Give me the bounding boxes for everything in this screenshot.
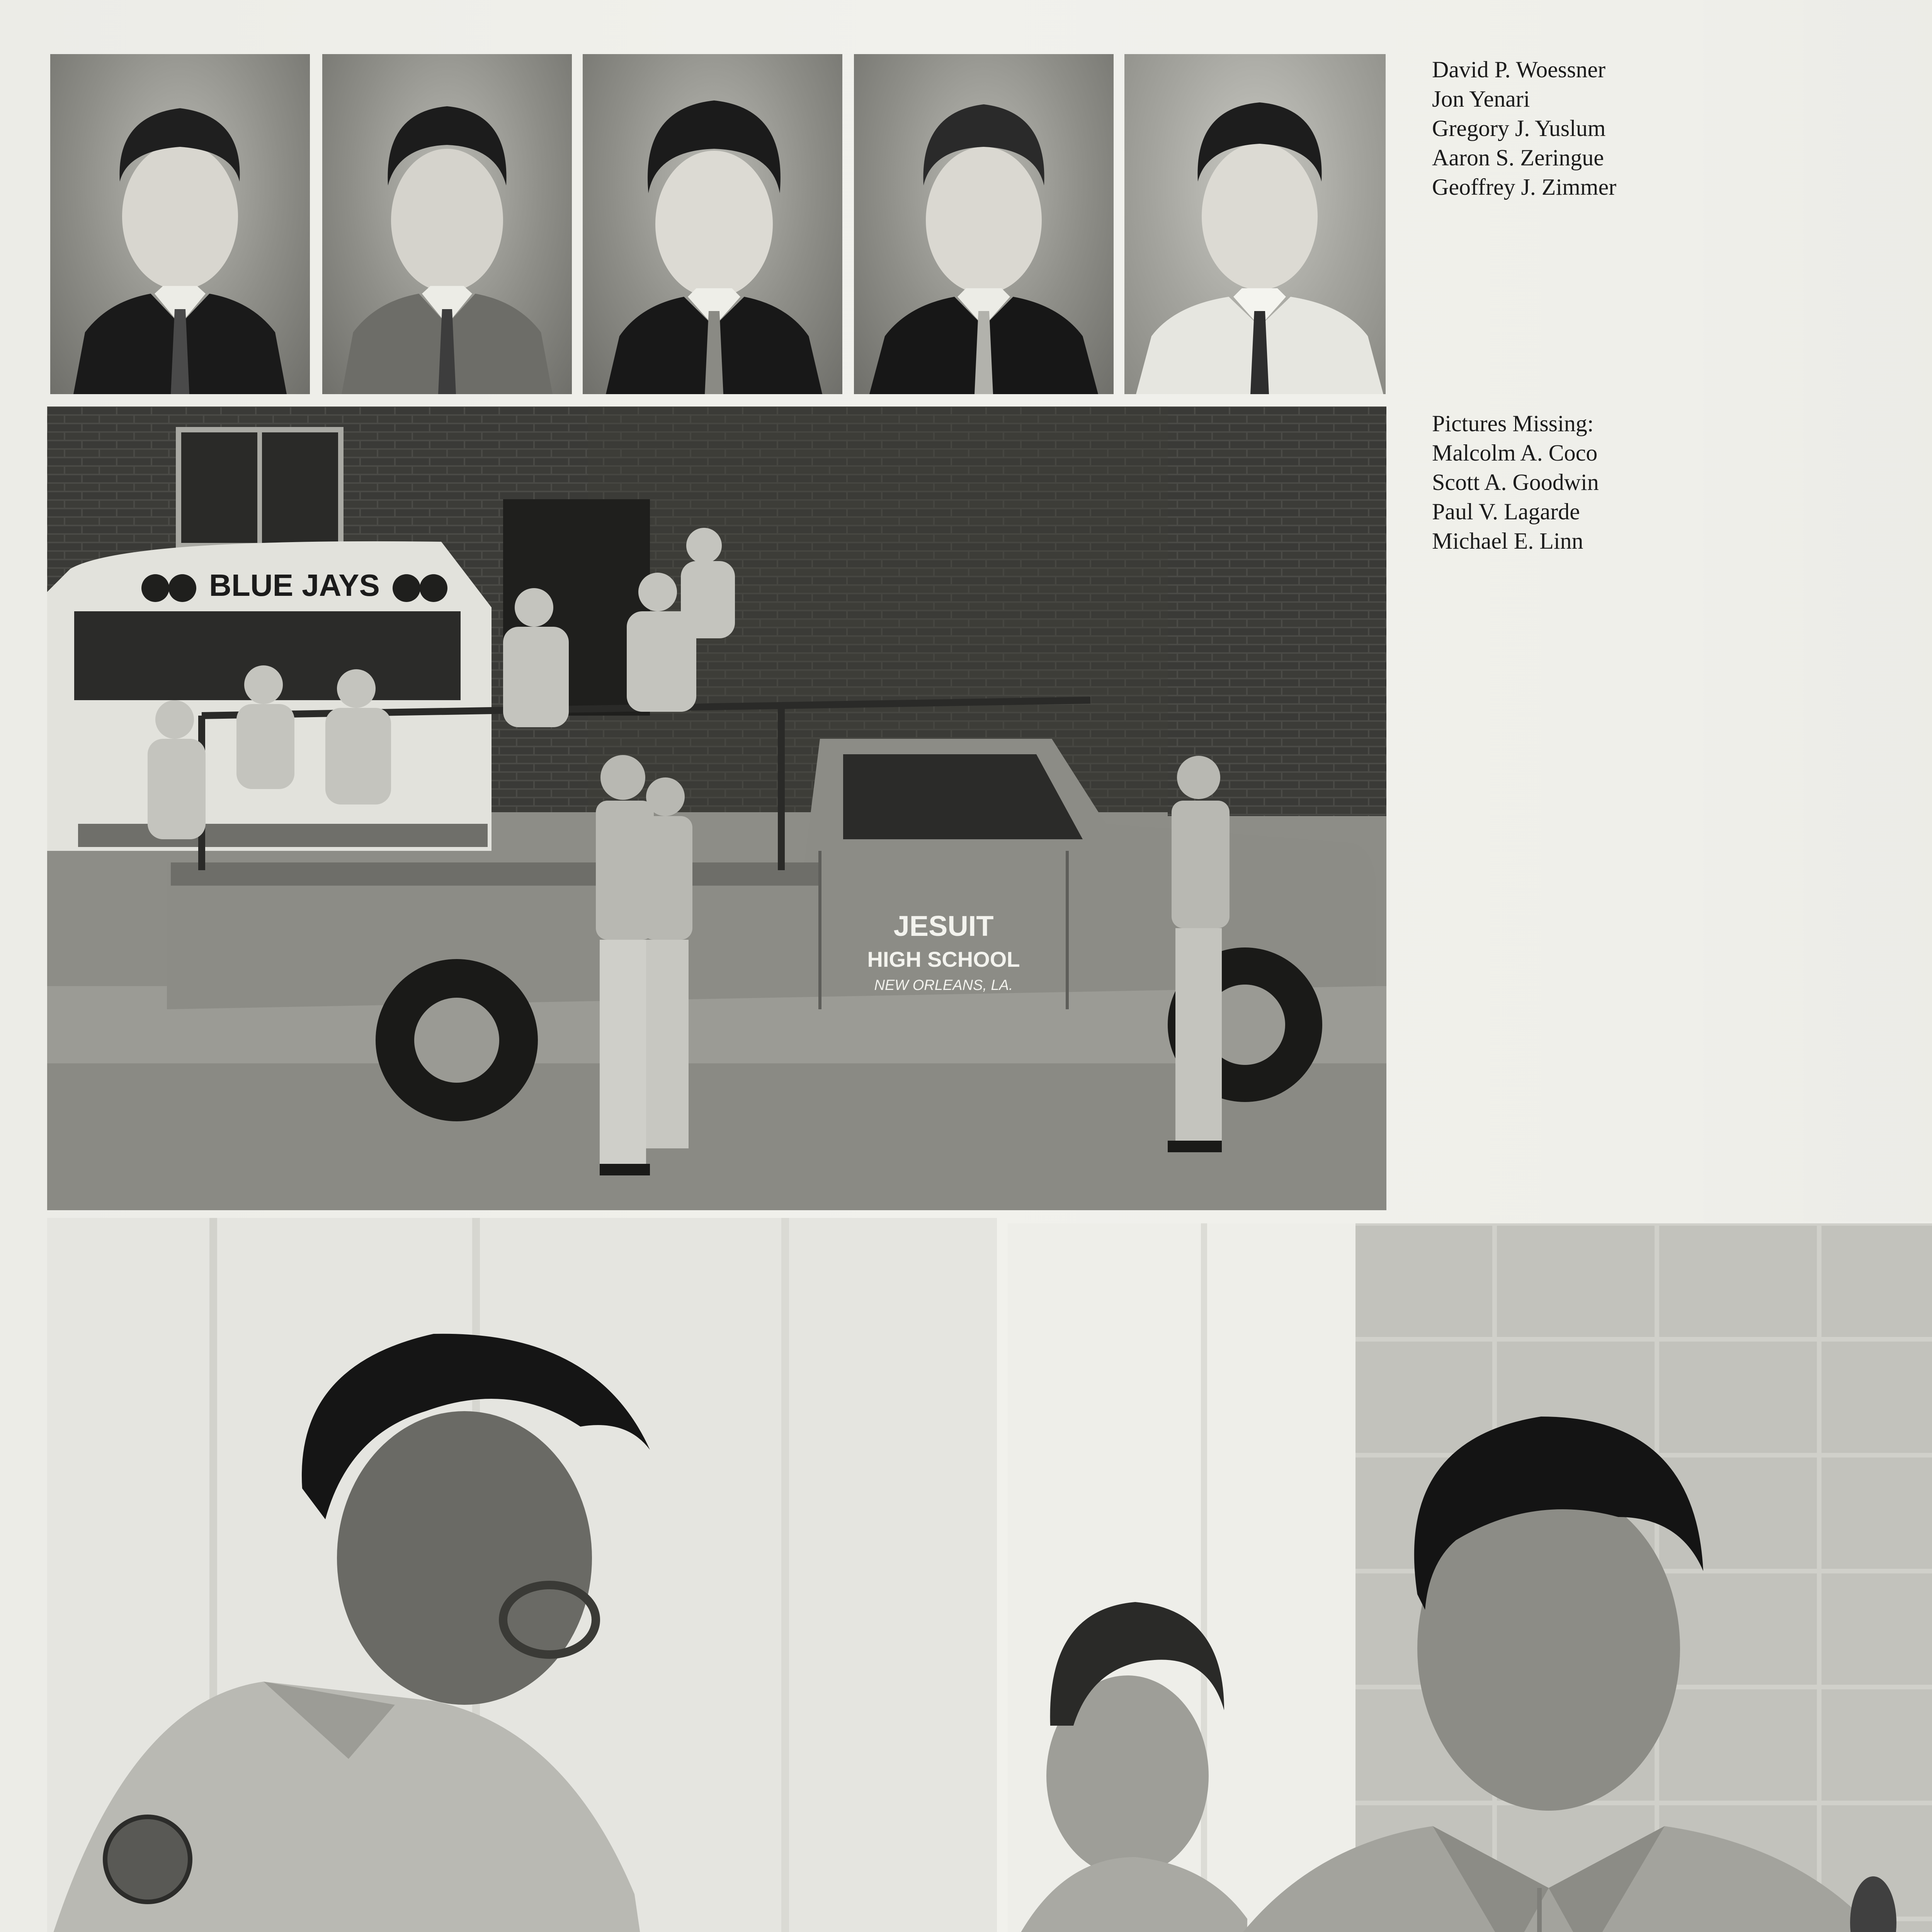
portrait-name-5: Geoffrey J. Zimmer xyxy=(1432,174,1617,200)
truck-photo xyxy=(47,406,1386,1210)
cadet-writing-photo xyxy=(47,1218,997,1932)
pictures-missing-block xyxy=(1432,409,1664,556)
missing-name-3: Paul V. Lagarde xyxy=(1432,499,1580,524)
portrait-name-3: Gregory J. Yuslum xyxy=(1432,116,1606,141)
pictures-missing-heading: Pictures Missing: xyxy=(1432,411,1594,436)
portrait-name-2: Jon Yenari xyxy=(1432,86,1530,112)
portrait-photo-2 xyxy=(322,54,572,394)
truck-door-line3: NEW ORLEANS, LA. xyxy=(874,977,1013,993)
portrait-name-1: David P. Woessner xyxy=(1432,57,1606,82)
portrait-photo-5 xyxy=(1124,54,1386,394)
truck-door-line1: JESUIT xyxy=(893,910,994,942)
portrait-name-4: Aaron S. Zeringue xyxy=(1432,145,1604,170)
truck-door-line2: HIGH SCHOOL xyxy=(867,947,1020,971)
portrait-photo-4 xyxy=(854,54,1114,394)
missing-name-2: Scott A. Goodwin xyxy=(1432,469,1599,495)
missing-name-1: Malcolm A. Coco xyxy=(1432,440,1598,466)
portrait-photo-1 xyxy=(50,54,310,394)
page-fold-shade xyxy=(1654,0,1932,1221)
two-cadets-photo xyxy=(1008,1223,1932,1932)
bus-sign: BLUE JAYS xyxy=(209,568,380,602)
portrait-photo-3 xyxy=(583,54,842,394)
missing-name-4: Michael E. Linn xyxy=(1432,528,1583,554)
portrait-name-list xyxy=(1432,55,1664,202)
